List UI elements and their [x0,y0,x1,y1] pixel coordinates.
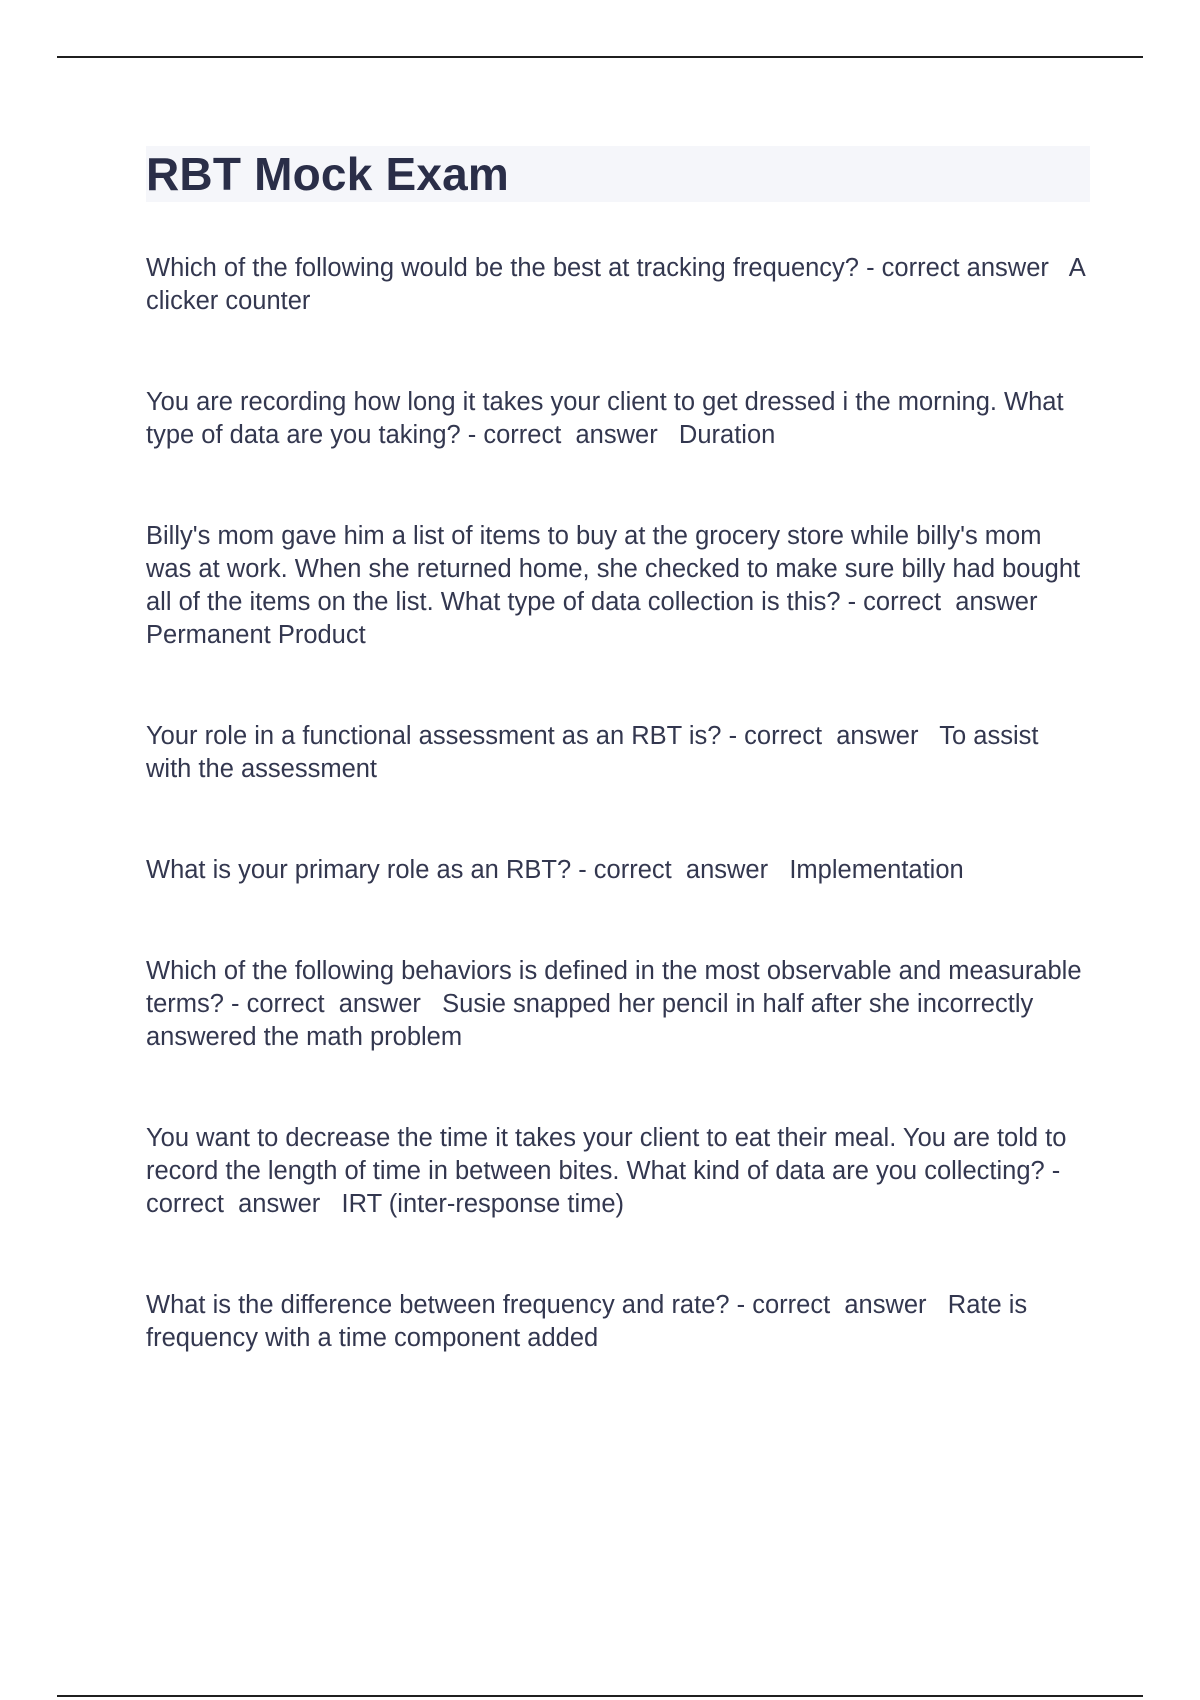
qa-item: Which of the following behaviors is defined in the most observable and measurable terms? - correct answer Susie snapped her pencil in half after she incorrectly answered the math problem [146,957,1089,1051]
document-body [146,146,1090,1355]
qa-item: What is the difference between frequency and rate? - correct answer Rate is frequency with a time component added [146,1291,1035,1352]
qa-list [146,252,1090,1355]
qa-item: Which of the following would be the best at tracking frequency? - correct answer A clicker counter [146,254,1092,315]
qa-item: Your role in a functional assessment as an RBT is? - correct answer To assist with the assessment [146,722,1046,783]
qa-item: Billy's mom gave him a list of items to buy at the grocery store while billy's mom was at work. When she returned home, she checked to make sure billy had bought all of the items on the list. What type of data collection is this? - correct answer Permanent Product [146,522,1088,649]
qa-item: What is your primary role as an RBT? - correct answer Implementation [146,856,964,884]
title-band [146,146,1090,202]
qa-item: You are recording how long it takes your client to get dressed i the morning. What type of data are you taking? - correct answer Duration [146,388,1071,449]
document-title: RBT Mock Exam [146,148,510,200]
page-top-rule [57,56,1143,58]
qa-item: You want to decrease the time it takes your client to eat their meal. You are told to record the length of time in between bites. What kind of data are you collecting? - correct answer IRT (inter-response time) [146,1124,1074,1218]
page-bottom-rule [57,1695,1143,1697]
